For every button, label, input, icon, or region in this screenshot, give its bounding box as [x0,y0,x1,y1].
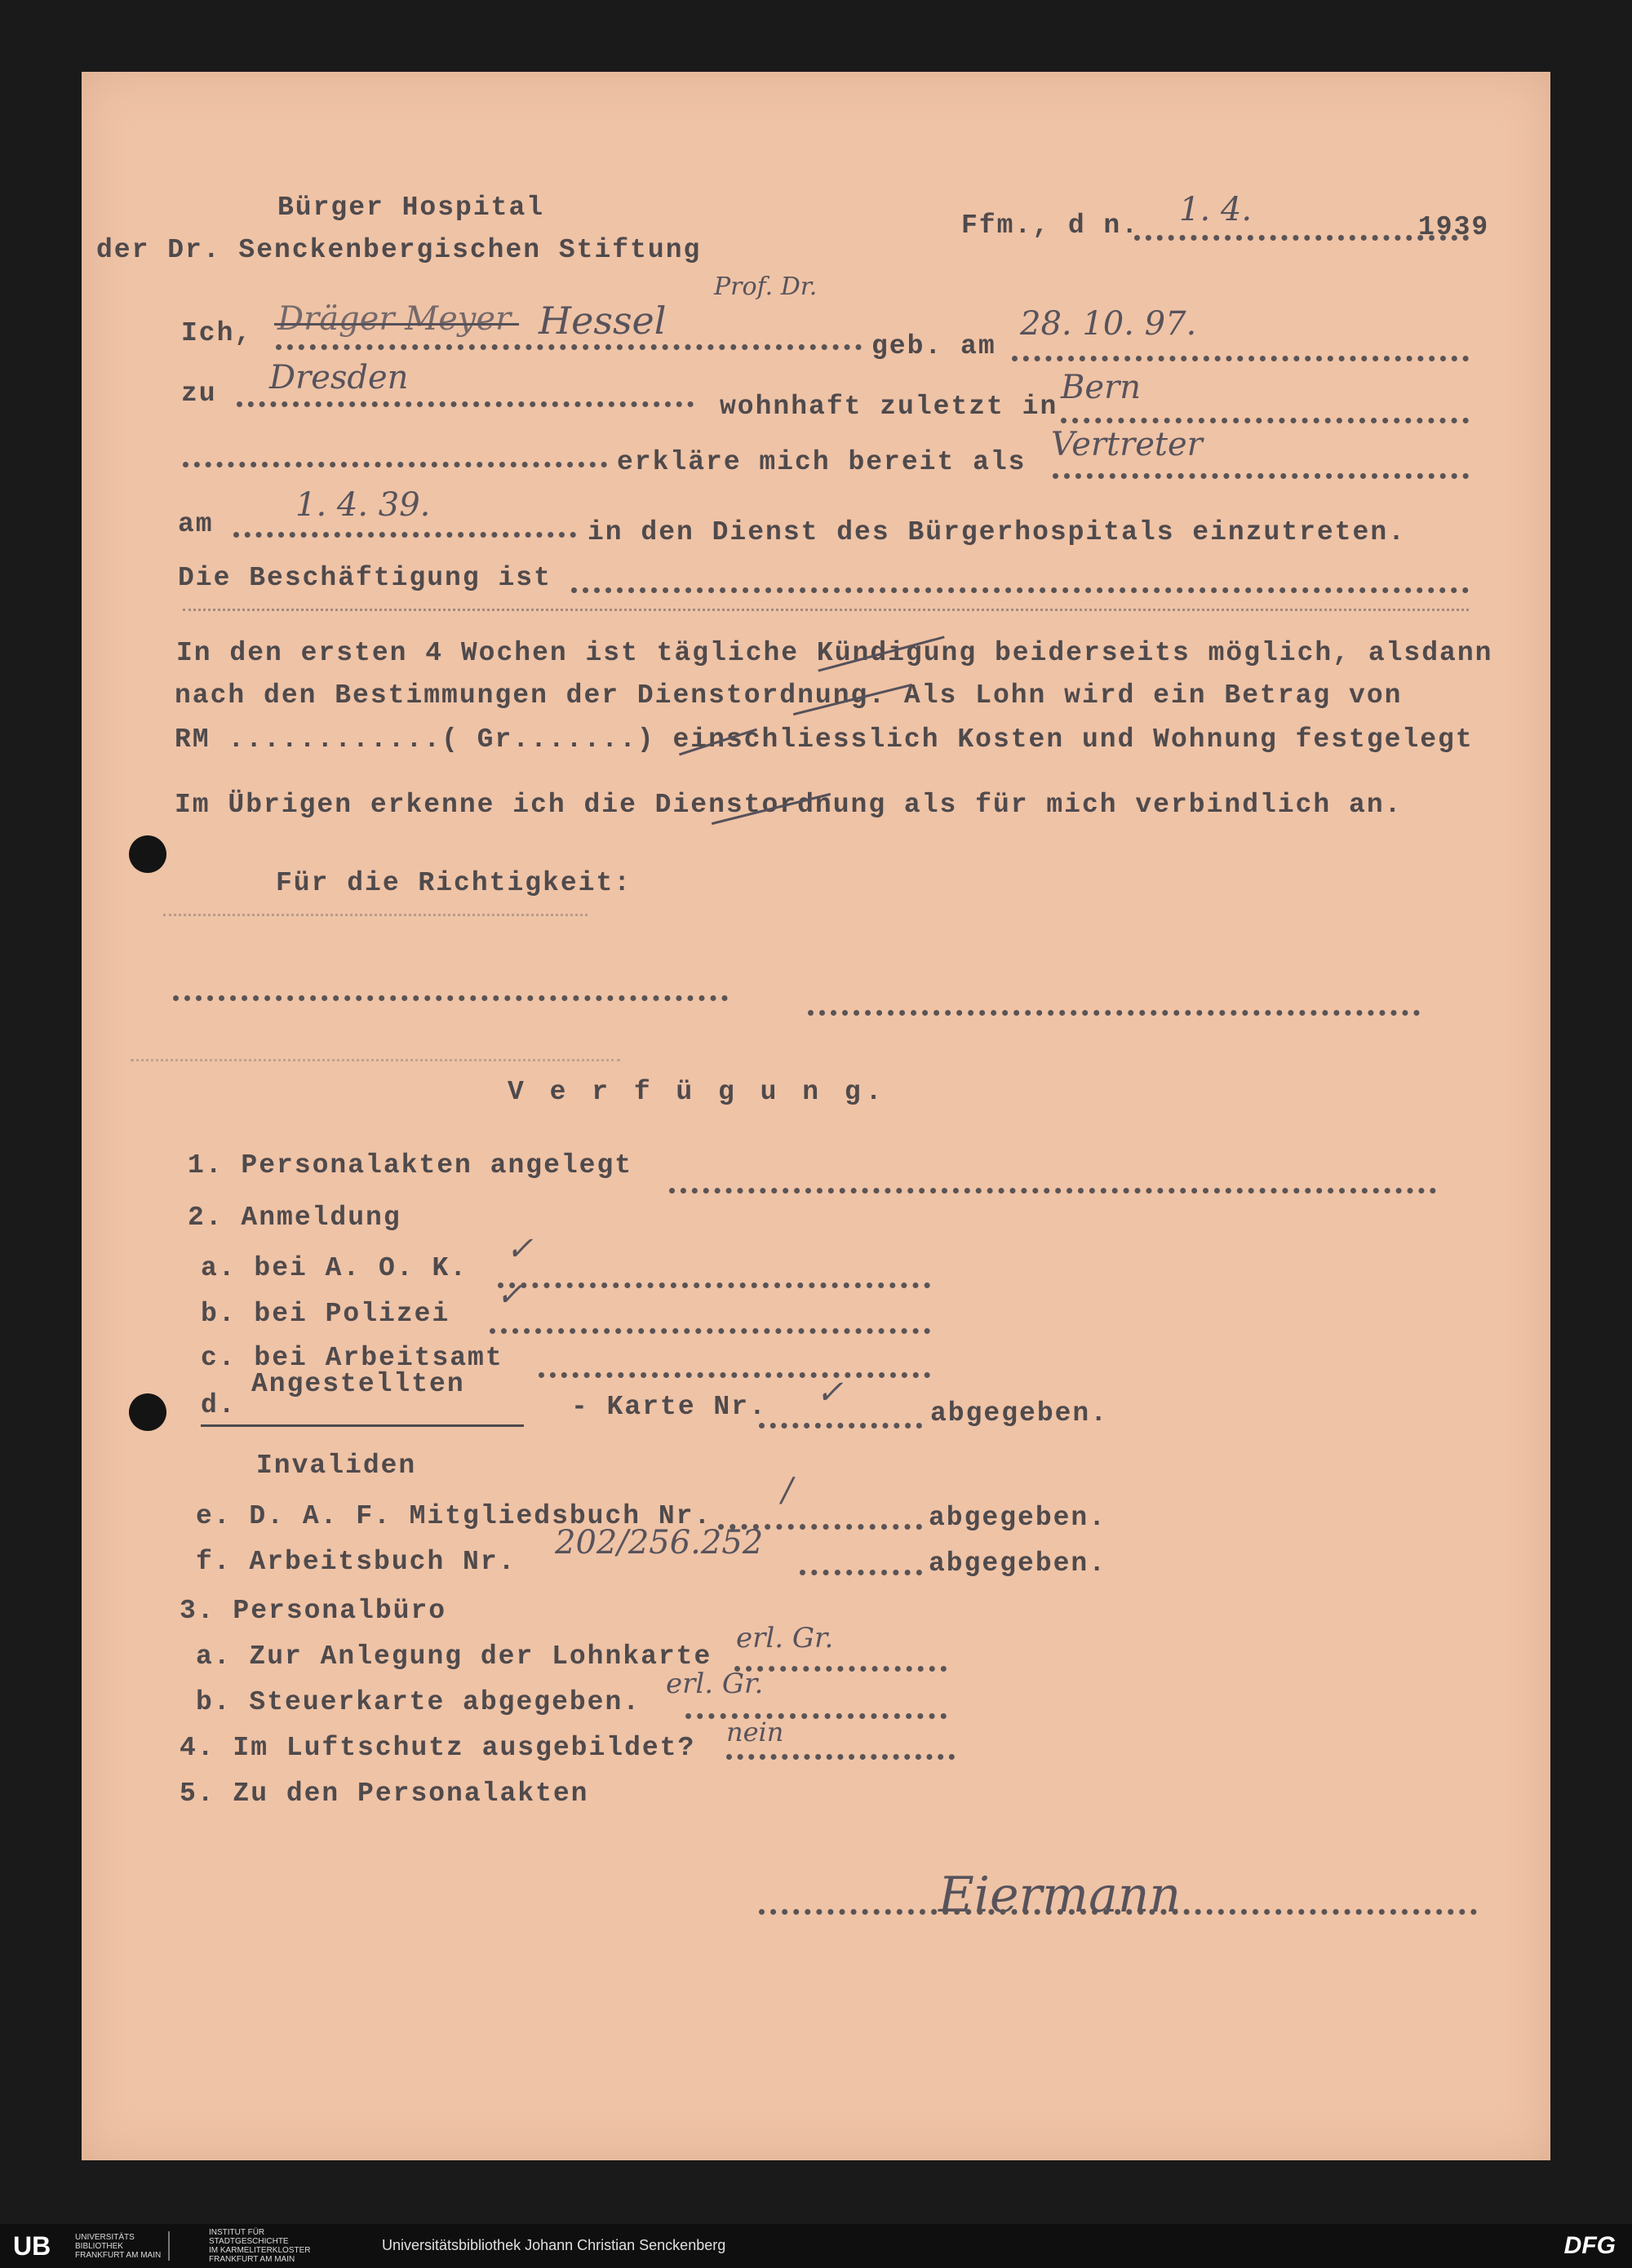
dfg-logo: DFG [1563,2232,1616,2259]
dienst-text: in den Dienst des Bürgerhospitals einzutreten. [588,517,1406,547]
residence-label: wohnhaft zuletzt in [720,392,1058,422]
signature-handwritten: Eiermann [938,1867,1182,1924]
item-2b-mark: ✓ [496,1276,524,1313]
item-2c-dots [539,1372,930,1378]
item-2d-angestellten: Angestellten [251,1369,465,1399]
zu-label: zu [181,379,217,409]
ich-label: Ich, [181,318,253,348]
bereit-lead-dots [183,462,607,467]
name-handwritten: Hessel [539,299,667,343]
item-2d-mark: ✓ [816,1374,844,1411]
date-handwritten: 1. 4. [1179,191,1253,228]
born-dots [1012,356,1469,361]
item-2e: e. D. A. F. Mitgliedsbuch Nr. [196,1501,712,1531]
item-3a-dots [734,1666,947,1672]
footer-bar [0,2224,1632,2268]
item-2a-mark: ✓ [506,1230,534,1268]
item-2a-dots [498,1282,930,1288]
ub-logo-text: UNIVERSITÄTS BIBLIOTHEK FRANKFURT AM MAIN [75,2233,162,2260]
item-2d-karte: - Karte Nr. [571,1392,767,1422]
birthplace-handwritten: Dresden [269,359,409,396]
name-dots [276,344,862,350]
birthplace-dots [237,401,694,407]
residence-handwritten: Bern [1061,369,1141,406]
item-3a-mark: erl. Gr. [736,1622,834,1654]
item-4: 4. Im Luftschutz ausgebildet? [180,1733,696,1763]
year: 1939 [1418,212,1490,242]
item-4-mark: nein [726,1717,784,1748]
born-label: geb. am [871,331,996,361]
item-2b: b. bei Polizei [201,1299,450,1329]
name-strikethrough [274,323,519,326]
item-2f-end: abgegeben. [929,1548,1107,1579]
signature-line-left [173,995,728,1001]
paragraph-line3: RM ............( Gr.......) einschliesslich Kosten und Wohnung festgelegt [175,724,1474,755]
item-2e-end: abgegeben. [929,1503,1107,1533]
born-handwritten: 28. 10. 97. [1020,305,1197,343]
bereit-label: erkläre mich bereit als [617,447,1027,477]
name-struck: Dräger Meyer [277,300,512,338]
item-2b-dots [490,1328,930,1334]
item-2d-end: abgegeben. [930,1398,1109,1429]
item-2: 2. Anmeldung [188,1203,401,1233]
punch-hole-top [129,835,166,873]
item-2a: a. bei A. O. K. [201,1253,468,1283]
paragraph-line2: nach den Bestimmungen der Dienstordnung. Als Lohn wird ein Betrag von [175,680,1403,711]
item-2f: f. Arbeitsbuch Nr. [196,1547,517,1577]
start-handwritten: 1. 4. 39. [295,486,431,524]
item-2d-underline [201,1424,524,1427]
document-page [82,72,1550,2160]
item-3a: a. Zur Anlegung der Lohnkarte [196,1641,712,1672]
institution-line1: Bürger Hospital [277,193,545,223]
isg-logo-text: INSTITUT FÜR STADTGESCHICHTE IM KARMELITERKLOSTER FRANKFURT AM MAIN [209,2228,311,2264]
role-dots [1053,473,1469,479]
footer-separator-1 [168,2231,170,2261]
start-dots [233,532,576,538]
item-1: 1. Personalakten angelegt [188,1150,633,1181]
paragraph-line1: In den ersten 4 Wochen ist tägliche Kündigung beiderseits möglich, alsdann [176,638,1493,668]
beschaeftigung-dots-1 [571,587,1469,593]
item-4-dots [726,1754,955,1760]
title-handwritten: Prof. Dr. [714,272,818,301]
place-label: Ffm., d n. [961,210,1140,241]
item-3b-mark: erl. Gr. [666,1668,764,1700]
library-name: Universitätsbibliothek Johann Christian Senckenberg [382,2237,726,2253]
item-2d: d. [201,1390,237,1420]
item-2d-dots [759,1423,922,1429]
residence-dots [1061,418,1469,423]
beschaeftigung-dots-2 [183,609,1469,611]
faint-separator-dots [131,1059,620,1061]
role-handwritten: Vertreter [1051,426,1203,463]
ub-logo: UB [13,2231,51,2261]
item-2e-mark: / [782,1472,793,1509]
item-5: 5. Zu den Personalakten [180,1779,589,1809]
punch-hole-bottom [129,1393,166,1431]
item-3b: b. Steuerkarte abgegeben. [196,1687,641,1717]
item-3b-dots [685,1713,947,1719]
institution-line2: der Dr. Senckenbergischen Stiftung [96,235,702,265]
item-3: 3. Personalbüro [180,1596,447,1626]
am-label: am [178,509,214,539]
item-2f-number: 202/256.252 [555,1524,764,1561]
invaliden-label: Invaliden [256,1451,417,1481]
item-1-dots [669,1188,1436,1194]
paragraph-line4: Im Übrigen erkenne ich die Dienstordnung als für mich verbindlich an. [175,790,1403,820]
item-2c: c. bei Arbeitsamt [201,1343,503,1373]
verfuegung-heading: V e r f ü g u n g. [508,1077,887,1107]
signature-line-right [808,1010,1420,1016]
richtigkeit-label: Für die Richtigkeit: [276,868,632,898]
richtigkeit-faint-dots [163,914,588,916]
item-2f-dots [800,1570,922,1575]
beschaeftigung-label: Die Beschäftigung ist [178,563,552,593]
signature-dots [759,1909,1477,1915]
